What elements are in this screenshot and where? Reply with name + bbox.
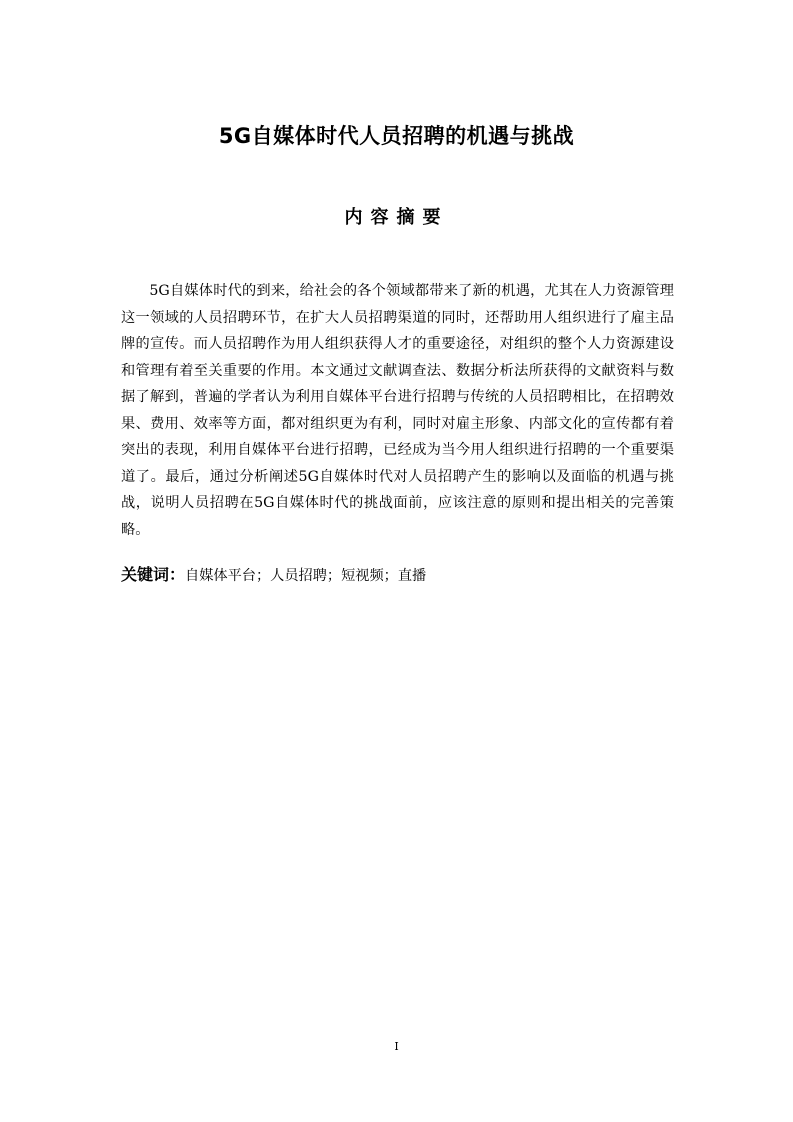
keywords-label: 关键词： — [121, 565, 186, 584]
page-number: I — [394, 1040, 399, 1053]
keywords-line — [121, 562, 674, 585]
abstract-heading: 内容摘要 — [344, 207, 449, 228]
abstract-paragraph: 5G自媒体时代的到来，给社会的各个领域都带来了新的机遇，尤其在人力资源管理这一领域的人员招聘环节，在扩大人员招聘渠道的同时，还帮助用人组织进行了雇主品牌的宣传。而人员招聘作为用人组织获得人才的重要途径，对组织的整个人力资源建设和管理有着至关重要的作用。本文通过文献调查法、数据分析法所获得的文献资料与数据了解到，普遍的学者认为利用自媒体平台进行招聘与传统的人员招聘相比，在招聘效果、费用、效率等方面，都对组织更为有利，同时对雇主形象、内部文化的宣传都有着突出的表现，利用自媒体平台进行招聘，已经成为当今用人组织进行招聘的一个重要渠道了。最后，通过分析阐述5G自媒体时代对人员招聘产生的影响以及面临的机遇与挑战，说明人员招聘在5G自媒体时代的挑战面前，应该注意的原则和提出相关的完善策略。 — [121, 283, 674, 538]
keywords-list: 自媒体平台；人员招聘；短视频；直播 — [185, 568, 427, 584]
page-title: 5G自媒体时代人员招聘的机遇与挑战 — [218, 124, 575, 148]
